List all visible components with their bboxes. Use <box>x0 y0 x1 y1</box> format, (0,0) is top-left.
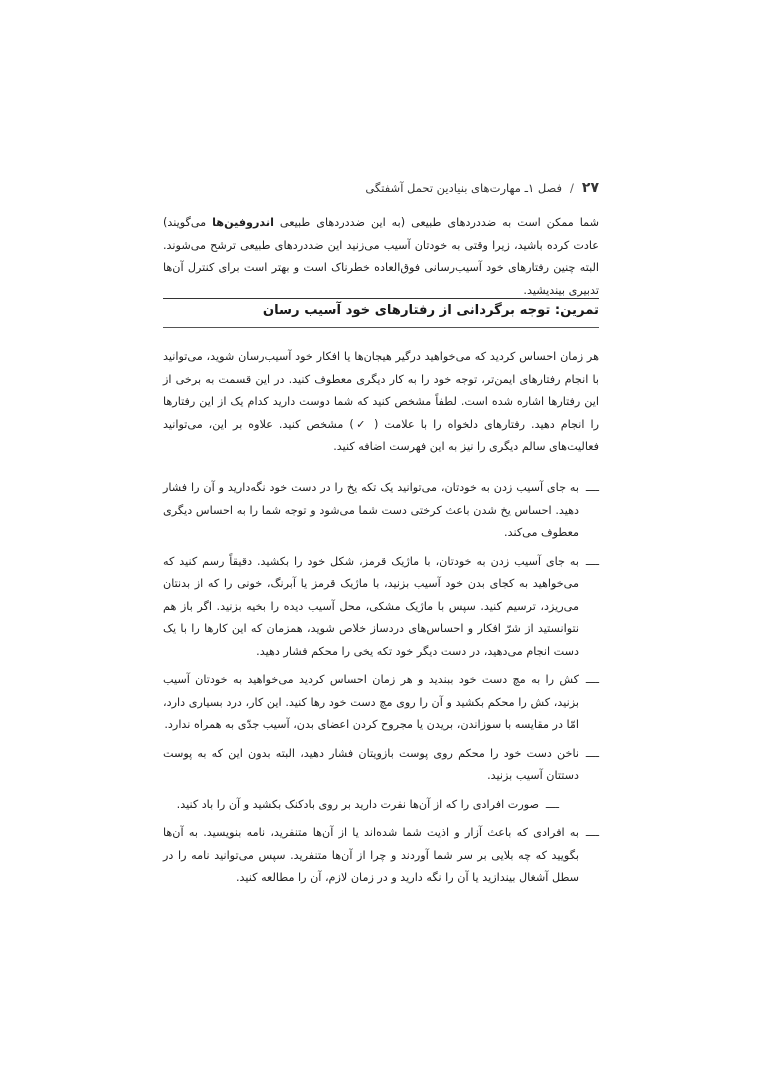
bullet-dash: ــــ <box>585 481 599 494</box>
bullet-dash: ــــ <box>585 746 599 760</box>
section-body: هر زمان احساس کردید که می‌خواهید درگیر هیجان‌ها یا افکار خود آسیب‌رسان شوید، می‌توانید با انجام رفتارهای ایمن‌تر، توجه خود را به کار دیگری معطوف کنید. در این قسمت به برخی از این رفتارها اشاره شده است. لطفاً مشخص کنید که شما دوست دارید کدام یک از این رفتارها را انجام دهید. رفتارهای دلخواه را با علامت ( ✓) مشخص کنید. علاوه بر این، می‌توانید فعالیت‌های سالم دیگری را نیز به این فهرست اضافه کنید. <box>163 350 599 453</box>
list-item <box>163 477 599 545</box>
intro-bold-term: اندروفین‌ها <box>212 216 274 229</box>
exercise-list <box>163 477 599 896</box>
list-item <box>163 669 599 737</box>
list-item <box>163 822 599 890</box>
chapter-title: فصل ۱ـ مهارت‌های بنیادین تحمل آشفتگی <box>365 181 563 195</box>
list-item-text: به جای آسیب زدن به خودتان، می‌توانید یک تکه یخ را در دست خود نگه‌دارید و آن را فشار دهید. احساس یخ شدن باعث کرختی دست شما می‌شود و توجه شما را به احساس دیگری معطوف می‌کند. <box>163 481 579 539</box>
running-header <box>159 180 599 196</box>
bullet-dash: ــــ <box>585 826 599 839</box>
bullet-dash: ــــ <box>545 797 559 811</box>
list-item <box>163 794 599 817</box>
list-item <box>163 551 599 664</box>
intro-text-end: می‌گویند) عادت کرده باشید، زیرا وقتی به خودتان آسیب می‌زنید این ضددردهای طبیعی ترشح می‌شوند. البته چنین رفتارهای خود آسیب‌رسانی فوق‌العاده خطرناک است و بهتر است برای کنترل آن‌ها تدبیری بیندیشید. <box>163 216 599 297</box>
intro-text-start: شما ممکن است به ضددردهای طبیعی (به این ضددردهای طبیعی <box>273 216 599 229</box>
section-top-rule <box>163 298 599 299</box>
header-separator: / <box>570 181 574 195</box>
list-item-text: صورت افرادی را که از آن‌ها نفرت دارید بر روی بادکنک بکشید و آن را باد کنید. <box>176 797 539 811</box>
list-item-text: به افرادی که باعث آزار و اذیت شما شده‌اند یا از آن‌ها متنفرید، نامه بنویسید. به آن‌ها بگویید که چه بلایی بر سر شما آوردند و چرا از آن‌ها متنفرید. سپس می‌توانید نامه را در سطل آشغال بیندازید یا آن را نگه دارید و در زمان لازم، آن را مطالعه کنید. <box>163 826 579 884</box>
section-title-rule <box>163 327 599 328</box>
list-item-text: به جای آسیب زدن به خودتان، با ماژیک قرمز، شکل خود را بکشید. دقیقاً رسم کنید که می‌خواهید به کجای بدن خود آسیب بزنید، با ماژیک قرمز یا آبرنگ، خونی را که از بدنتان می‌ریزد، ترسیم کنید. سپس با ماژیک مشکی، محل آسیب دیده را بخیه بزنید. اگر باز هم نتوانستید از شرّ افکار و احساس‌های دردساز خلاص شوید، همزمان که این کارها را با یک دست انجام می‌دهید، در دست دیگر خود تکه یخی را محکم فشار دهید. <box>163 554 579 658</box>
page-number: ۲۷ <box>581 180 599 196</box>
section-title: تمرین: توجه برگردانی از رفتارهای خود آسیب رسان <box>262 303 599 318</box>
bullet-dash: ــــ <box>585 554 599 568</box>
list-item-text: ناخن دست خود را محکم روی پوست بازویتان فشار دهید، البته بدون این که به پوست دستتان آسیب بزنید. <box>163 746 579 782</box>
bullet-dash: ــــ <box>585 673 599 686</box>
list-item <box>163 743 599 788</box>
list-item-text: کش را به مچ دست خود ببندید و هر زمان احساس کردید می‌خواهید به خودتان آسیب بزنید، کش را محکم بکشید و آن را روی مچ دست خود رها کنید. این کار، درد بسیاری دارد، امّا در مقایسه با سوزاندن، بریدن یا مجروح کردن اعضای بدن، آسیب جدّی به همراه ندارد. <box>163 673 579 731</box>
intro-paragraph <box>163 212 599 302</box>
